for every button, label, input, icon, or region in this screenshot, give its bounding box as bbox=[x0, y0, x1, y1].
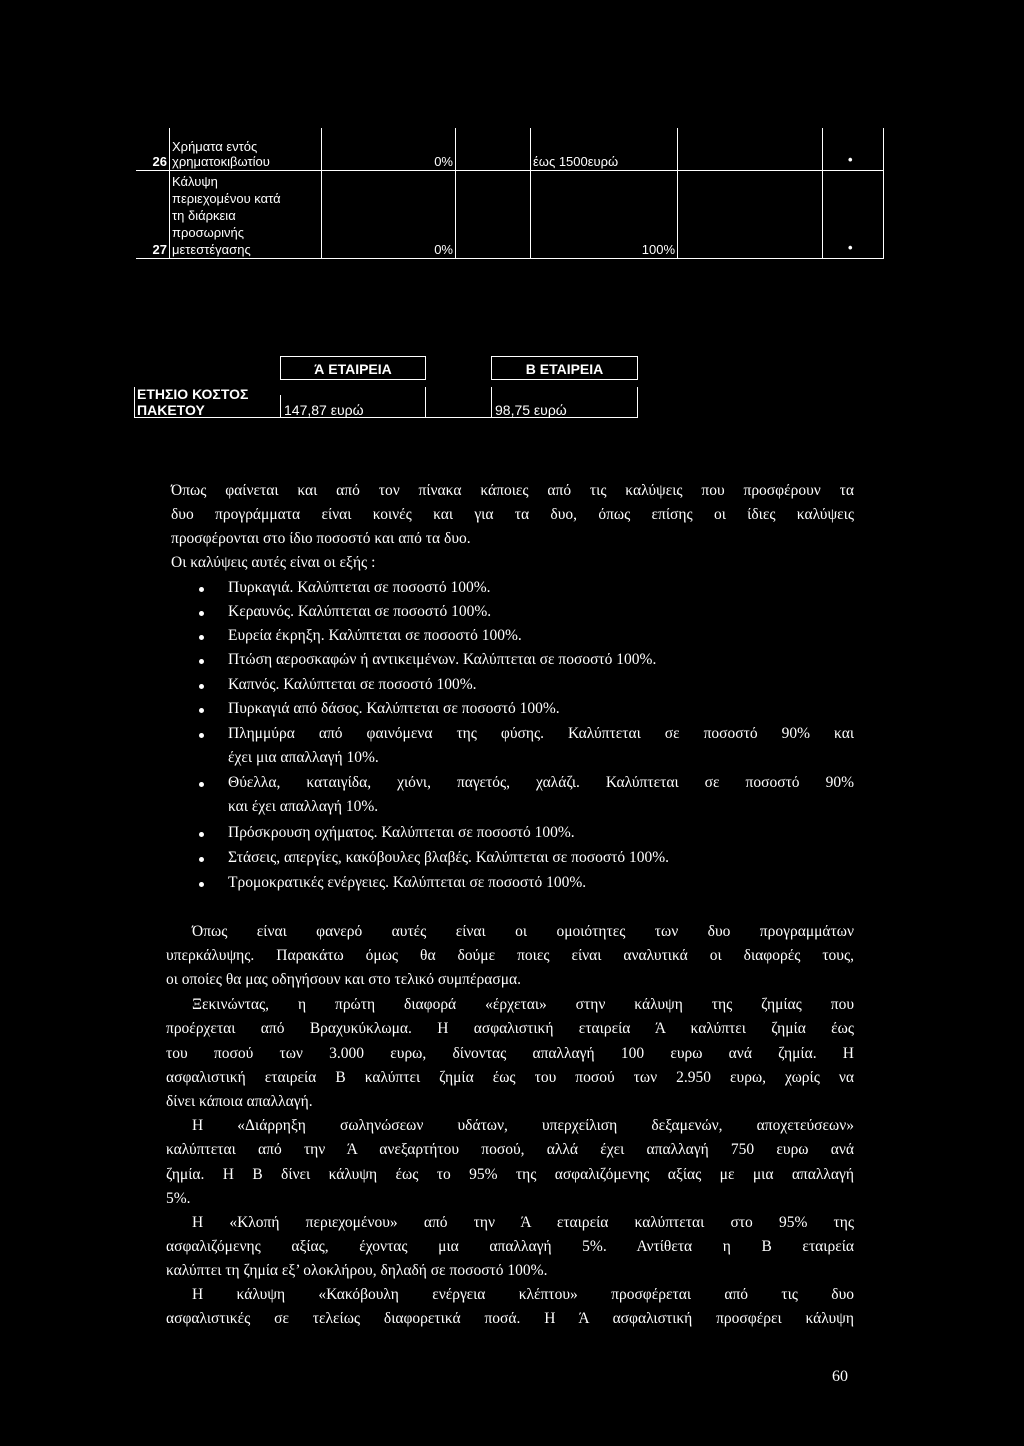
bullet-icon bbox=[199, 659, 204, 664]
list-item-text: Πτώση αεροσκαφών ή αντικειμένων. Καλύπτεται σε ποσοστό 100%. bbox=[228, 651, 657, 668]
table-divider bbox=[530, 128, 531, 259]
text-line: Η «Διάρρηξη σωληνώσεων υδάτων, υπερχείλιση δεξαμενών, αποχετεύσεων» bbox=[192, 1117, 854, 1134]
table-border bbox=[491, 356, 638, 357]
text-line: Η «Κλοπή περιεχομένου» από την Ά εταιρεία καλύπτεται στο 95% της bbox=[192, 1214, 854, 1231]
company-a-value: 0% bbox=[434, 154, 453, 169]
annual-cost-label: ΕΤΗΣΙΟ ΚΟΣΤΟΣ bbox=[137, 386, 249, 402]
bullet-icon bbox=[199, 587, 204, 592]
row-description-line: χρηματοκιβωτίου bbox=[172, 154, 270, 169]
bullet-icon bbox=[199, 611, 204, 616]
bullet-icon bbox=[199, 857, 204, 862]
list-item-text: Πρόσκρουση οχήματος. Καλύπτεται σε ποσοστό 100%. bbox=[228, 824, 575, 841]
row-description-line: Κάλυψη bbox=[172, 174, 218, 189]
page-number: 60 bbox=[832, 1368, 848, 1385]
row-description-line: μετεστέγασης bbox=[172, 242, 251, 257]
table-divider bbox=[883, 128, 884, 259]
table-border bbox=[280, 395, 281, 418]
list-item-text: και έχει απαλλαγή 10%. bbox=[228, 798, 379, 815]
text-line: ζημία. Η Β δίνει κάλυψη έως το 95% της ασφαλιζόμενης αξίας με μια απαλλαγή bbox=[166, 1166, 854, 1183]
text-line: καλύπτεται από την Ά ανεξαρτήτου ποσού, αλλά έχει απαλλαγή 750 ευρω ανά bbox=[166, 1141, 854, 1158]
bullet-icon bbox=[199, 882, 204, 887]
table-divider bbox=[822, 128, 823, 259]
table-border bbox=[491, 387, 492, 418]
list-item-text: Τρομοκρατικές ενέργειες. Καλύπτεται σε ποσοστό 100%. bbox=[228, 874, 587, 891]
company-a-value: 0% bbox=[434, 242, 453, 257]
annual-cost-label: ΠΑΚΕΤΟΥ bbox=[137, 402, 205, 418]
list-item-text: Πλημμύρα από φαινόμενα της φύσης. Καλύπτεται σε ποσοστό 90% και bbox=[228, 725, 854, 742]
list-item-text: Ευρεία έκρηξη. Καλύπτεται σε ποσοστό 100%. bbox=[228, 627, 522, 644]
bullet-icon bbox=[199, 708, 204, 713]
table-border bbox=[280, 379, 426, 380]
table-divider bbox=[321, 128, 322, 259]
text-line: του ποσού των 3.000 ευρω, δίνοντας απαλλαγή 100 ευρω ανά ζημία. Η bbox=[166, 1045, 854, 1062]
bullet-icon bbox=[199, 635, 204, 640]
row-description-line: προσωρινής bbox=[172, 225, 245, 240]
bullet-mark: • bbox=[848, 152, 853, 167]
bullet-icon bbox=[199, 733, 204, 738]
list-item-text: Πυρκαγιά. Καλύπτεται σε ποσοστό 100%. bbox=[228, 579, 491, 596]
table-border bbox=[134, 387, 135, 418]
table-border bbox=[280, 356, 426, 357]
list-item-text: Πυρκαγιά από δάσος. Καλύπτεται σε ποσοστό 100%. bbox=[228, 700, 560, 717]
list-item-text: Κεραυνός. Καλύπτεται σε ποσοστό 100%. bbox=[228, 603, 492, 620]
text-line: 5%. bbox=[166, 1190, 191, 1207]
company-b-value: 100% bbox=[641, 242, 675, 257]
text-line: ασφαλιστικές σε τελείως διαφορετικά ποσά. Η Ά ασφαλιστική προσφέρει κάλυψη bbox=[166, 1310, 854, 1327]
company-b-value: έως 1500ευρώ bbox=[533, 154, 619, 169]
bullet-mark: • bbox=[848, 240, 853, 255]
text-line: Η κάλυψη «Κακόβουλη ενέργεια κλέπτου» προσφέρεται από τις δυο bbox=[192, 1286, 854, 1303]
text-line: προέρχεται από Βραχυκύκλωμα. Η ασφαλιστική εταιρεία Ά καλύπτει ζημία έως bbox=[166, 1020, 854, 1037]
text-line: Όπως είναι φανερό αυτές είναι οι ομοιότητες των δυο προγραμμάτων bbox=[192, 923, 854, 940]
text-line: προσφέρονται στο ίδιο ποσοστό και από τα δυο. bbox=[171, 530, 471, 547]
list-item-text: έχει μια απαλλαγή 10%. bbox=[228, 749, 379, 766]
text-line: Ξεκινώντας, η πρώτη διαφορά «έρχεται» στην κάλυψη της ζημίας που bbox=[192, 996, 854, 1013]
company-b-header: Β ΕΤΑΙΡΕΙΑ bbox=[525, 361, 604, 377]
text-line: ασφαλιζόμενης αξίας, έχοντας μια απαλλαγή 5%. Αντίθετα η Β εταιρεία bbox=[166, 1238, 854, 1255]
text-line: οι οποίες θα μας οδηγήσουν και στο τελικό συμπέρασμα. bbox=[166, 971, 522, 988]
bullet-icon bbox=[199, 782, 204, 787]
text-line: δυο προγράμματα είναι κοινές και για τα δυο, όπως επίσης οι ίδιες καλύψεις bbox=[171, 506, 854, 523]
list-item-text: Θύελλα, καταιγίδα, χιόνι, παγετός, χαλάζι. Καλύπτεται σε ποσοστό 90% bbox=[228, 774, 854, 791]
company-a-header: Ά ΕΤΑΙΡΕΙΑ bbox=[314, 361, 392, 377]
text-line: ασφαλιστική εταιρεία Β καλύπτει ζημία έως του ποσού των 2.950 ευρω, χωρίς να bbox=[166, 1069, 854, 1086]
row-number: 26 bbox=[152, 154, 167, 169]
company-b-cost: 98,75 ευρώ bbox=[495, 402, 567, 418]
table-divider bbox=[169, 128, 170, 259]
table-border bbox=[637, 387, 638, 418]
table-row-divider bbox=[136, 170, 884, 171]
text-line: καλύπτει τη ζημία εξ’ ολοκλήρου, δηλαδή σε ποσοστό 100%. bbox=[166, 1262, 548, 1279]
text-line: υπερκάλυψης. Παρακάτω όμως θα δούμε ποιες είναι αναλυτικά οι διαφορές τους, bbox=[166, 947, 854, 964]
table-border bbox=[491, 379, 638, 380]
bullet-icon bbox=[199, 684, 204, 689]
list-item-text: Καπνός. Καλύπτεται σε ποσοστό 100%. bbox=[228, 676, 477, 693]
row-number: 27 bbox=[152, 242, 167, 257]
company-a-cost: 147,87 ευρώ bbox=[284, 402, 364, 418]
table-row-divider bbox=[136, 258, 884, 259]
text-line: δίνει κάποια απαλλαγή. bbox=[166, 1093, 313, 1110]
row-description-line: περιεχομένου κατά bbox=[172, 191, 281, 206]
row-description-line: τη διάρκεια bbox=[172, 208, 236, 223]
text-line: Όπως φαίνεται και από τον πίνακα κάποιες από τις καλύψεις που προσφέρουν τα bbox=[171, 482, 854, 499]
list-intro: Οι καλύψεις αυτές είναι οι εξής : bbox=[171, 554, 376, 571]
row-description-line: Χρήματα εντός bbox=[172, 139, 258, 154]
bullet-icon bbox=[199, 832, 204, 837]
table-divider bbox=[677, 128, 678, 259]
table-divider bbox=[455, 128, 456, 259]
table-border bbox=[425, 387, 426, 418]
list-item-text: Στάσεις, απεργίες, κακόβουλες βλαβές. Καλύπτεται σε ποσοστό 100%. bbox=[228, 849, 670, 866]
